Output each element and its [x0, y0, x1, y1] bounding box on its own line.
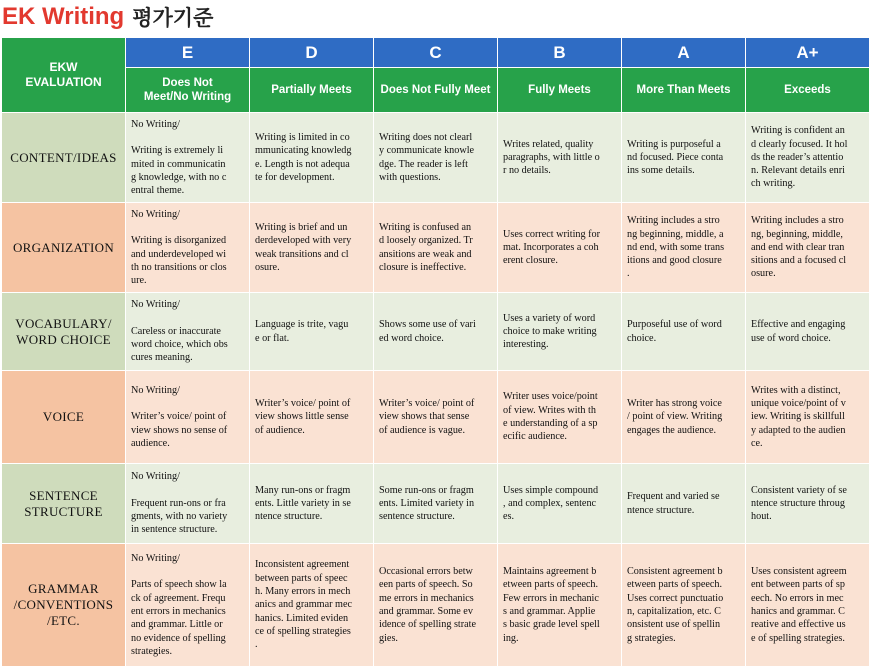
- criterion-label-line: SENTENCE: [29, 487, 98, 503]
- criterion-label: [2, 464, 126, 544]
- rubric-cell-line: word choice, which obs: [131, 339, 228, 351]
- rubric-cell-line: in sentence structure.: [131, 524, 218, 536]
- rubric-cell-line: g knowledge, with no c: [131, 171, 227, 183]
- rubric-cell-line: choice to make writing: [503, 325, 597, 337]
- rubric-cell-line: hout.: [751, 511, 772, 523]
- rubric-cell-line: view shows little sense: [255, 411, 349, 423]
- grade-description: Fully Meets: [498, 68, 622, 113]
- criterion-label: [2, 113, 126, 203]
- rubric-cell: [374, 113, 498, 203]
- rubric-cell: [746, 464, 870, 544]
- rubric-cell-line: and grammar. Little or: [131, 619, 223, 631]
- rubric-cell-line: interesting.: [503, 339, 549, 351]
- rubric-cell-line: Writer’s voice/ point of: [379, 398, 475, 410]
- rubric-cell-line: Purposeful use of word: [627, 319, 722, 331]
- rubric-cell-line: Writes with a distinct,: [751, 384, 841, 396]
- rubric-cell-line: Some run-ons or fragm: [379, 484, 474, 496]
- rubric-cell-line: iew. Writing is skillfull: [751, 411, 845, 423]
- criterion-label-line: VOCABULARY/: [15, 315, 112, 331]
- rubric-cell: [250, 371, 374, 464]
- rubric-cell-line: no evidence of spelling: [131, 632, 226, 644]
- rubric-cell-line: hanics. Limited eviden: [255, 612, 349, 624]
- rubric-cell: [374, 544, 498, 667]
- rubric-cell-line: e. Length is not adequa: [255, 158, 350, 170]
- rubric-cell-line: Writes related, quality: [503, 138, 594, 150]
- rubric-cell-line: etween parts of speech.: [503, 579, 599, 591]
- rubric-cell-line: view shows no sense of: [131, 424, 228, 436]
- rubric-cell: [498, 544, 622, 667]
- rubric-cell-line: ds the reader’s attentio: [751, 151, 844, 163]
- rubric-cell-line: nd end, with some trans: [627, 241, 725, 253]
- rubric-cell-line: Occasional errors betw: [379, 566, 473, 578]
- rubric-cell-line: derdeveloped with very: [255, 235, 352, 247]
- rubric-cell-line: ch writing.: [751, 178, 796, 190]
- rubric-cell-line: ntence structure.: [255, 511, 323, 523]
- rubric-cell: [498, 371, 622, 464]
- rubric-cell: [746, 203, 870, 293]
- rubric-cell: [250, 544, 374, 667]
- rubric-cell-line: e of spelling strategies.: [751, 632, 845, 644]
- rubric-cell-line: sitions and a focused cl: [751, 255, 847, 267]
- rubric-cell-line: te for development.: [255, 171, 335, 183]
- rubric-cell-line: d loosely organized. Tr: [379, 235, 473, 247]
- criterion-label: [2, 203, 126, 293]
- rubric-cell-line: Writing is limited in co: [255, 131, 350, 143]
- rubric-cell-line: Few errors in mechanic: [503, 592, 599, 604]
- rubric-cell-line: ng, beginning, middle,: [751, 228, 843, 240]
- rubric-cell-line: ntence structure.: [627, 504, 695, 516]
- rubric-cell-line: Uses simple compound: [503, 484, 599, 496]
- rubric-cell-line: e or flat.: [255, 332, 290, 344]
- rubric-cell: [622, 371, 746, 464]
- rubric-cell-line: erent closure.: [503, 255, 558, 267]
- rubric-cell-line: of audience.: [255, 424, 305, 436]
- rubric-cell-line: een parts of speech. So: [379, 579, 473, 591]
- rubric-cell-line: .: [627, 268, 630, 280]
- criterion-label-line: CONTENT/IDEAS: [10, 149, 117, 165]
- rubric-cell: [746, 293, 870, 371]
- rubric-cell-line: e understanding of a sp: [503, 418, 598, 429]
- grade-e: E: [126, 38, 250, 68]
- rubric-cell-line: s and grammar. Applie: [503, 606, 596, 617]
- rubric-cell: [746, 371, 870, 464]
- rubric-cell-line: Writer’s voice/ point of: [131, 411, 227, 423]
- rubric-cell-line: d clearly focused. It hol: [751, 138, 848, 150]
- rubric-cell-line: y communicate knowle: [379, 145, 475, 157]
- rubric-cell-line: Inconsistent agreement: [255, 559, 350, 571]
- rubric-cell-line: ent between parts of sp: [751, 579, 845, 591]
- rubric-cell-line: and underdeveloped wi: [131, 248, 227, 260]
- grade-description: Does Not Fully Meet: [374, 68, 498, 113]
- rubric-cell-line: ins some details.: [627, 165, 695, 177]
- rubric-row-voice: [2, 371, 870, 464]
- evaluation-header-line: EKW: [49, 60, 78, 74]
- rubric-cell: [498, 293, 622, 371]
- rubric-cell-line: Uses a variety of word: [503, 312, 596, 324]
- rubric-cell-line: audience.: [131, 437, 170, 449]
- rubric-cell-line: of audience is vague.: [379, 424, 465, 436]
- rubric-cell-line: itions and good closure: [627, 255, 722, 267]
- rubric-cell-line: and end with clear tran: [751, 241, 845, 253]
- rubric-cell-line: and grammar. Some ev: [379, 606, 473, 617]
- rubric-cell-line: anics and grammar mec: [255, 599, 353, 611]
- rubric-cell-line: ents. Limited variety in: [379, 497, 475, 509]
- rubric-cell-line: No Writing/: [131, 118, 180, 130]
- rubric-cell-line: Parts of speech show la: [131, 579, 227, 591]
- criterion-label-line: STRUCTURE: [24, 503, 103, 519]
- grade-description: Exceeds: [746, 68, 870, 113]
- rubric-cell-line: ng beginning, middle, a: [627, 228, 724, 240]
- rubric-cell-line: osure.: [255, 261, 280, 273]
- rubric-row-sentence-structure: [2, 464, 870, 544]
- rubric-cell-line: Many run-ons or fragm: [255, 484, 351, 496]
- rubric-cell: [498, 464, 622, 544]
- rubric-cell: [250, 113, 374, 203]
- grade-description: Partially Meets: [250, 68, 374, 113]
- rubric-cell-line: th no transitions or clos: [131, 261, 227, 273]
- rubric-cell: [126, 293, 250, 371]
- rubric-cell-line: unique voice/point of v: [751, 398, 846, 410]
- rubric-cell: [622, 464, 746, 544]
- rubric-cell-line: / point of view. Writing: [627, 411, 723, 423]
- rubric-cell-line: Writing is brief and un: [255, 221, 348, 233]
- rubric-cell-line: mmunicating knowledg: [255, 145, 352, 157]
- grade-b: B: [498, 38, 622, 68]
- rubric-cell-line: between parts of speec: [255, 572, 348, 584]
- rubric-cell: [126, 544, 250, 667]
- rubric-cell-line: Writing is confused an: [379, 221, 472, 233]
- rubric-cell-line: No Writing/: [131, 471, 180, 483]
- rubric-cell-line: Writing is purposeful a: [627, 138, 721, 150]
- rubric-cell-line: Uses correct writing for: [503, 228, 601, 240]
- rubric-cell-line: view shows that sense: [379, 411, 470, 423]
- rubric-row-content-ideas: [2, 113, 870, 203]
- rubric-cell-line: cures meaning.: [131, 352, 193, 364]
- rubric-cell: [126, 464, 250, 544]
- rubric-cell-line: n, capitalization, etc. C: [627, 606, 721, 617]
- rubric-cell-line: gies.: [379, 632, 398, 644]
- rubric-cell-line: ce of spelling strategies: [255, 625, 351, 637]
- grade-a: A: [622, 38, 746, 68]
- rubric-cell: [622, 203, 746, 293]
- grade-description: More Than Meets: [622, 68, 746, 113]
- rubric-cell-line: with questions.: [379, 171, 441, 183]
- criterion-label: [2, 544, 126, 667]
- rubric-cell-line: idence of spelling strate: [379, 619, 477, 631]
- rubric-row-organization: [2, 203, 870, 293]
- rubric-cell-line: Maintains agreement b: [503, 566, 597, 578]
- rubric-cell-line: ents. Little variety in se: [255, 497, 351, 509]
- rubric-cell-line: ck of agreement. Frequ: [131, 592, 226, 604]
- rubric-cell: [126, 113, 250, 203]
- title-korean: 평가기준: [132, 6, 214, 30]
- rubric-cell-line: [131, 484, 245, 497]
- rubric-cell-line: etween parts of speech.: [627, 579, 723, 591]
- rubric-cell-line: reative and effective us: [751, 619, 846, 631]
- rubric-cell: [498, 203, 622, 293]
- rubric-cell-line: sentence structure.: [379, 511, 455, 523]
- rubric-cell-line: ent errors in mechanics: [131, 606, 226, 617]
- rubric-cell-line: Consistent variety of se: [751, 484, 847, 496]
- rubric-cell-line: entral theme.: [131, 185, 185, 197]
- rubric-cell: [250, 203, 374, 293]
- rubric-cell-line: Writer uses voice/point: [503, 391, 598, 403]
- rubric-table: [1, 37, 870, 667]
- criterion-label-line: GRAMMAR: [28, 581, 99, 596]
- rubric-cell-line: osure.: [751, 268, 776, 280]
- rubric-cell-line: onsistent use of spellin: [627, 619, 721, 631]
- rubric-cell-line: r no details.: [503, 165, 551, 177]
- rubric-cell: [250, 293, 374, 371]
- rubric-cell: [498, 113, 622, 203]
- grade-description: [126, 68, 250, 113]
- rubric-cell-line: [131, 397, 245, 410]
- rubric-cell-line: closure is ineffective.: [379, 261, 467, 273]
- rubric-cell-line: s basic grade level spell: [503, 619, 600, 631]
- rubric-cell-line: [131, 312, 245, 325]
- rubric-cell-line: es.: [503, 511, 515, 523]
- rubric-cell-line: ntence structure throug: [751, 497, 845, 509]
- grade-d: D: [250, 38, 374, 68]
- rubric-cell: [250, 464, 374, 544]
- rubric-cell-line: Careless or inaccurate: [131, 325, 221, 337]
- rubric-cell: [746, 113, 870, 203]
- rubric-cell-line: gments, with no variety: [131, 511, 228, 523]
- rubric-cell-line: No Writing/: [131, 208, 180, 220]
- rubric-cell-line: No Writing/: [131, 384, 180, 396]
- grade-c: C: [374, 38, 498, 68]
- rubric-cell: [622, 293, 746, 371]
- criterion-label: [2, 293, 126, 371]
- rubric-cell-line: Frequent and varied se: [627, 491, 720, 503]
- evaluation-header: [2, 38, 126, 113]
- rubric-cell: [622, 544, 746, 667]
- rubric-cell: [374, 371, 498, 464]
- rubric-cell-line: Frequent run-ons or fra: [131, 497, 226, 509]
- rubric-cell-line: paragraphs, with little o: [503, 151, 600, 163]
- rubric-cell-line: use of word choice.: [751, 332, 831, 344]
- rubric-cell-line: eech. No errors in mec: [751, 592, 844, 604]
- rubric-cell-line: Effective and engaging: [751, 319, 846, 331]
- rubric-cell-line: ed word choice.: [379, 332, 444, 344]
- rubric-cell-line: Writing is disorganized: [131, 235, 227, 247]
- criterion-label-line: /ETC.: [47, 613, 80, 628]
- rubric-row-vocabulary-word-choice: [2, 293, 870, 371]
- rubric-cell-line: Shows some use of vari: [379, 319, 476, 331]
- grade-a-plus: A+: [746, 38, 870, 68]
- rubric-cell-line: me errors in mechanics: [379, 592, 474, 604]
- rubric-cell-line: .: [255, 639, 258, 651]
- rubric-cell-line: No Writing/: [131, 552, 180, 564]
- rubric-cell: [746, 544, 870, 667]
- rubric-cell-line: ing.: [503, 632, 519, 644]
- rubric-cell: [374, 203, 498, 293]
- criterion-label-line: ORGANIZATION: [12, 239, 115, 255]
- rubric-cell-line: n. Relevant details enri: [751, 165, 845, 177]
- rubric-cell: [374, 464, 498, 544]
- rubric-cell-line: dge. The reader is left: [379, 158, 468, 170]
- rubric-cell: [622, 113, 746, 203]
- rubric-cell-line: Writing is confident an: [751, 125, 845, 137]
- rubric-cell-line: Consistent agreement b: [627, 566, 723, 578]
- rubric-cell-line: Writer has strong voice: [627, 398, 722, 410]
- rubric-cell: [126, 203, 250, 293]
- rubric-cell-line: strategies.: [131, 645, 173, 657]
- criterion-label-line: /CONVENTIONS: [13, 597, 114, 612]
- rubric-cell-line: hanics and grammar. C: [751, 606, 845, 617]
- rubric-cell-line: [131, 131, 245, 144]
- rubric-cell-line: h. Many errors in mech: [255, 586, 351, 598]
- rubric-cell-line: Writing includes a stro: [751, 215, 844, 227]
- grade-description-line: Meet/No Writing: [143, 91, 232, 103]
- rubric-cell-line: ure.: [131, 275, 147, 287]
- rubric-cell-line: Language is trite, vagu: [255, 319, 349, 331]
- rubric-cell-line: mited in communicatin: [131, 158, 226, 170]
- rubric-cell-line: No Writing/: [131, 299, 180, 311]
- grade-description-line: Does Not: [162, 77, 213, 89]
- rubric-cell: [374, 293, 498, 371]
- rubric-cell-line: [131, 221, 245, 234]
- rubric-cell-line: Uses correct punctuatio: [627, 592, 724, 604]
- rubric-cell-line: g strategies.: [627, 632, 676, 644]
- rubric-cell-line: Writing is extremely li: [131, 145, 224, 157]
- rubric-cell-line: Uses consistent agreem: [751, 566, 847, 578]
- rubric-cell-line: ce.: [751, 437, 763, 449]
- rubric-cell-line: weak transitions and cl: [255, 248, 349, 260]
- rubric-cell-line: ecific audience.: [503, 431, 567, 443]
- rubric-cell-line: Writer’s voice/ point of: [255, 398, 351, 410]
- rubric-body: [2, 113, 870, 667]
- rubric-cell-line: of view. Writes with th: [503, 404, 596, 416]
- rubric-cell-line: choice.: [627, 332, 657, 344]
- page-title: [2, 0, 213, 34]
- criterion-label: [2, 371, 126, 464]
- criterion-label-line: VOICE: [42, 409, 85, 424]
- rubric-cell: [126, 371, 250, 464]
- rubric-cell-line: nd focused. Piece conta: [627, 151, 724, 163]
- criterion-label-line: WORD CHOICE: [16, 331, 111, 347]
- rubric-row-grammar-conventions: [2, 544, 870, 667]
- rubric-cell-line: , and complex, sentenc: [503, 497, 597, 509]
- rubric-cell-line: Writing does not clearl: [379, 131, 473, 143]
- rubric-cell-line: engages the audience.: [627, 424, 717, 436]
- rubric-cell-line: [131, 565, 245, 578]
- title-brand: EK Writing: [2, 3, 125, 30]
- evaluation-header-line: EVALUATION: [25, 75, 102, 89]
- rubric-cell-line: ansitions are weak and: [379, 248, 472, 260]
- rubric-cell-line: mat. Incorporates a coh: [503, 241, 599, 253]
- rubric-cell-line: Writing includes a stro: [627, 215, 720, 227]
- rubric-cell-line: y adapted to the audien: [751, 424, 846, 436]
